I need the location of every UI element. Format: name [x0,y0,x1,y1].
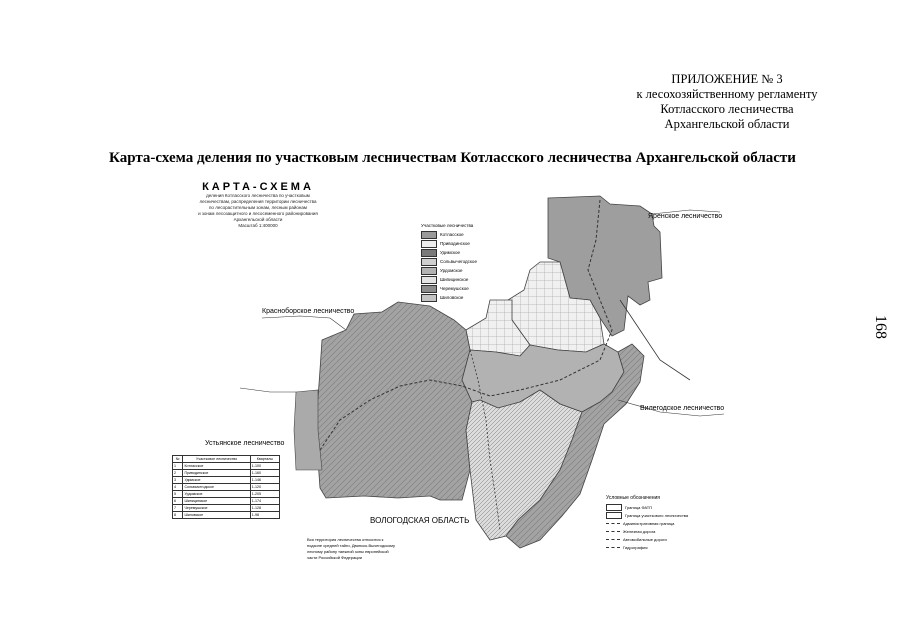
table-row [173,484,280,491]
table-cell: 4 [173,484,183,491]
symbol-legend-item [606,511,726,519]
footnote-line: лесному району таежной зоны европейской [307,549,389,554]
table-cell: 3 [173,477,183,484]
nw-boundary-line [262,316,346,330]
table-row [173,505,280,512]
appendix-line-3: Котласского лесничества [660,102,794,116]
page-number: 168 [872,315,889,339]
appendix-line-1: ПРИЛОЖЕНИЕ № 3 [671,72,783,86]
map-header-line: по лесорастительным зонам, лесным районам [209,205,307,210]
district-west [312,302,472,500]
map-header-line: и зонам лесозащитного и лесосеменного районирования [198,211,318,216]
district-legend-label: Шиловское [440,295,464,300]
label-krasnoborsk-forestry: Красноборское лесничество [262,308,355,315]
symbol-legend-label: Административная граница [623,520,675,526]
label-ustya-forestry: Устьянское лесничество [205,440,285,447]
table-row [173,470,280,477]
map-header-title: КАРТА-СХЕМА [202,181,314,193]
table-cell: Приводинское [183,470,250,477]
footnote-line: Вся территория лесничества относится к [307,537,384,542]
map-header-line: Архангельской области [233,217,283,222]
map-header-line: лесничествам, распределения территории лесничества [199,199,317,204]
table-header-number: № [173,456,183,463]
footnote-line: подзоне средней тайги, Двинско-Вычегодскому [307,543,395,548]
district-legend-swatch [421,231,437,239]
district-legend [421,223,496,302]
table-cell: 6 [173,498,183,505]
table-cell: Котласское [183,463,250,470]
district-legend-item [421,230,496,239]
symbol-legend-label: Железная дорога [623,528,656,534]
symbol-legend-label: Граница ФАТП [625,504,653,510]
district-legend-swatch [421,285,437,293]
district-legend-swatch [421,258,437,266]
symbol-legend-item [606,543,726,551]
footnote-line: части Российской Федерации [307,555,362,560]
map-header-line: деления Котласского лесничества по участковым [206,193,310,198]
table-row [173,498,280,505]
table-cell: 1-100 [250,463,279,470]
district-legend-swatch [421,276,437,284]
district-legend-label: Котласское [440,232,464,237]
symbol-legend-item [606,535,726,543]
district-legend-title: Участковые лесничества [421,223,474,228]
district-legend-label: Урдомское [440,268,463,273]
district-legend-label: Шипицинское [440,277,469,282]
symbol-legend-label: Граница участкового лесничества [625,512,689,518]
table-row [173,512,280,519]
district-legend-label: Черемушское [440,286,469,291]
table-header-quarters: Кварталы [250,456,279,463]
table-cell: Шиловское [183,512,250,519]
table-cell: Шипицинское [183,498,250,505]
table-cell: 1 [173,463,183,470]
table-cell: Удимское [183,477,250,484]
district-legend-label: Приводинское [440,241,470,246]
table-cell: 8 [173,512,183,519]
table-cell: Черемушское [183,505,250,512]
label-vologda-region: ВОЛОГОДСКАЯ ОБЛАСТЬ [370,516,470,525]
district-legend-item [421,266,496,275]
district-legend-item [421,257,496,266]
appendix-line-4: Архангельской области [664,117,790,131]
symbol-legend-item [606,527,726,535]
table-cell: 7 [173,505,183,512]
table-cell: 1-128 [250,505,279,512]
label-yarensk-forestry: Яренское лесничество [648,213,723,220]
table-cell: 1-205 [250,491,279,498]
table-cell: 1-174 [250,498,279,505]
table-cell: 1-98 [250,512,279,519]
table-cell: Сольвычегодское [183,484,250,491]
district-legend-label: Сольвычегодское [440,259,477,264]
map-footnote [307,537,457,561]
symbol-legend-item [606,519,726,527]
symbol-legend-label: Гидрография [623,544,648,550]
district-legend-item [421,275,496,284]
table-row [173,463,280,470]
table-cell: 1-160 [250,470,279,477]
symbols-legend [606,495,726,551]
symbol-legend-swatch [606,539,620,540]
west-boundary-line [240,388,296,392]
district-legend-item [421,248,496,257]
symbol-legend-swatch [606,523,620,524]
appendix-line-2: к лесохозяйственному регламенту [636,87,818,101]
table-row [173,491,280,498]
district-legend-item [421,293,496,302]
symbol-legend-swatch [606,504,622,511]
map-header-line: Масштаб 1:400000 [238,223,278,228]
symbol-legend-item [606,503,726,511]
table-cell: Урдомское [183,491,250,498]
district-legend-label: Удимское [440,250,461,255]
symbol-legend-label: Автомобильные дороги [623,536,667,542]
symbol-legend-swatch [606,512,622,519]
table-cell: 5 [173,491,183,498]
district-legend-swatch [421,240,437,248]
table-header-district: Участковое лесничество [183,456,250,463]
district-table [172,455,280,519]
symbol-legend-swatch [606,531,620,532]
district-legend-item [421,239,496,248]
district-legend-swatch [421,249,437,257]
district-table-header [173,456,280,463]
table-row [173,477,280,484]
symbols-legend-title: Условные обозначения [606,495,661,501]
symbol-legend-swatch [606,547,620,548]
district-legend-swatch [421,267,437,275]
district-legend-item [421,284,496,293]
district-far-west [294,390,322,470]
map-header [178,181,338,229]
table-cell: 1-146 [250,477,279,484]
document-title: Карта-схема деления по участковым лесничествам Котласского лесничества Архангельской области [109,150,796,166]
table-cell: 2 [173,470,183,477]
table-cell: 1-120 [250,484,279,491]
label-vilegodsk-forestry: Вилегодское лесничество [640,405,725,412]
district-legend-swatch [421,294,437,302]
